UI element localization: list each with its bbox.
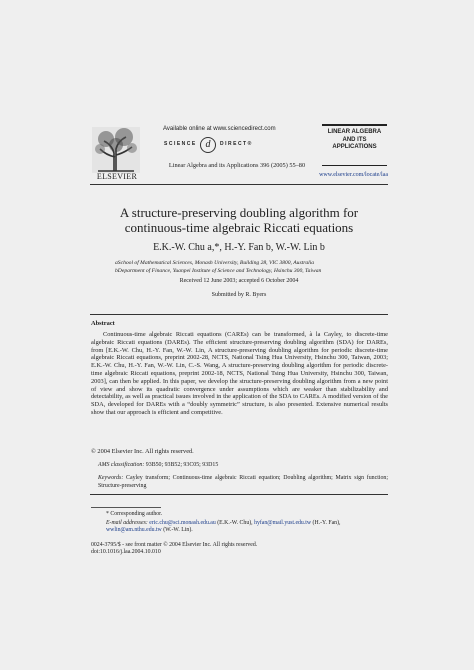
journal-title-line: AND ITS <box>342 136 367 143</box>
abstract-heading: Abstract <box>91 320 115 327</box>
email-link-lin[interactable]: wwlin@am.nthu.edu.tw <box>106 527 162 534</box>
article-title <box>90 205 388 235</box>
footnote-divider <box>91 507 161 508</box>
email-addresses <box>106 520 388 535</box>
publisher-name: ELSEVIER <box>96 172 138 181</box>
email-owner-lin: (W.-W. Lin). <box>163 527 193 534</box>
header-divider <box>90 184 388 185</box>
email-owner-fan: (H.-Y. Fan), <box>312 520 341 526</box>
journal-url-link[interactable]: www.elsevier.com/locate/laa <box>319 172 388 178</box>
abstract-divider <box>90 314 388 315</box>
journal-title-box <box>322 124 387 166</box>
doi-line: doi:10.1016/j.laa.2004.10.010 <box>91 549 161 556</box>
issn-doi-block <box>91 542 388 557</box>
email-link-fan[interactable]: hyfan@mail.yust.edu.tw <box>254 520 312 526</box>
journal-citation: Linear Algebra and its Applications 396 (2005) 55–80 <box>168 162 306 169</box>
title-line-2: continuous-time algebraic Riccati equations <box>124 220 354 235</box>
abstract-body: Continuous-time algebraic Riccati equations (CAREs) can be transformed, à la Cayley, to discrete-time algebraic Riccati equations (DAREs). The efficient structure-preserving doubling algorithm (SDA) for DAREs, from [E.K.-W. Chu, H.-Y. Fan, W.-W. Lin, A structure-preserving doubling algorithm for periodic discrete-time algebraic Riccati equations, preprint 2002-28, NCTS, National Tsing Hua University, Hsinchu 300, Taiwan, 2003; E.K.-W. Chu, H.-Y. Fan, W.-W. Lin, C.-S. Wang, A structure-preserving doubling algorithm for periodic discrete-time algebraic Riccati equations, preprint 2002-18, NCTS, National Tsing Hua University, Hsinchu 300, Taiwan, 2003], can then be applied. In this paper, we develop the structure-preserving doubling algorithm from a new point of view and show its quadratic convergence under assumptions which are weaker than stabilizability and detectability, as well as practical issues involved in the application of the SDA to CAREs. A modified version of the SDA, developed for DAREs with a “doubly symmetric” structure, is also presented. Extensive numerical results show that our approach is efficient and competitive. <box>91 331 388 416</box>
affiliation-b: bDepartment of Finance, Yuanpei Institute of Science and Technology, Hsinchu 300, Taiwan <box>115 268 322 274</box>
sciencedirect-logo <box>164 137 314 153</box>
elsevier-tree-logo <box>92 127 140 173</box>
copyright-notice: © 2004 Elsevier Inc. All rights reserved. <box>91 448 194 455</box>
keywords <box>98 475 388 490</box>
submitted-by: Submitted by R. Byers <box>211 292 267 298</box>
authors: E.K.-W. Chu a,*, H.-Y. Fan b, W.-W. Lin b <box>153 242 325 253</box>
ams-label: AMS classification: <box>98 462 145 468</box>
email-link-chu[interactable]: eric.chu@sci.monash.edu.au <box>149 520 216 526</box>
journal-title-line: LINEAR ALGEBRA <box>327 129 382 135</box>
keywords-label: Keywords: <box>98 475 124 481</box>
keywords-value: Cayley transform; Continuous-time algebraic Riccati equation; Doubling algorithm; Matrix sign function; Structure-preserving <box>98 475 388 489</box>
sciencedirect-logo-right: DIRECT® <box>220 141 253 147</box>
title-line-1: A structure-preserving doubling algorithm for <box>119 205 359 220</box>
received-dates: Received 12 June 2003; accepted 6 October 2004 <box>179 278 299 284</box>
issn-line: 0024-3795/$ - see front matter © 2004 Elsevier Inc. All rights reserved. <box>91 542 258 548</box>
affiliation-a: aSchool of Mathematical Sciences, Monash University, Building 28, VIC 3800, Australia <box>115 260 315 266</box>
email-owner-chu: (E.K.-W. Chu), <box>217 520 253 526</box>
sciencedirect-mark-icon: d <box>200 137 216 153</box>
journal-title-line: APPLICATIONS <box>332 144 377 150</box>
email-label: E-mail addresses: <box>106 520 148 526</box>
sciencedirect-logo-left: SCIENCE <box>164 141 197 147</box>
available-online-text: Available online at www.sciencedirect.com <box>163 126 276 132</box>
keywords-divider <box>90 494 388 495</box>
corresponding-author-note: * Corresponding author. <box>106 511 163 517</box>
ams-value: 93B50; 93B52; 93C05; 93D15 <box>145 462 219 468</box>
ams-classification <box>98 462 388 468</box>
